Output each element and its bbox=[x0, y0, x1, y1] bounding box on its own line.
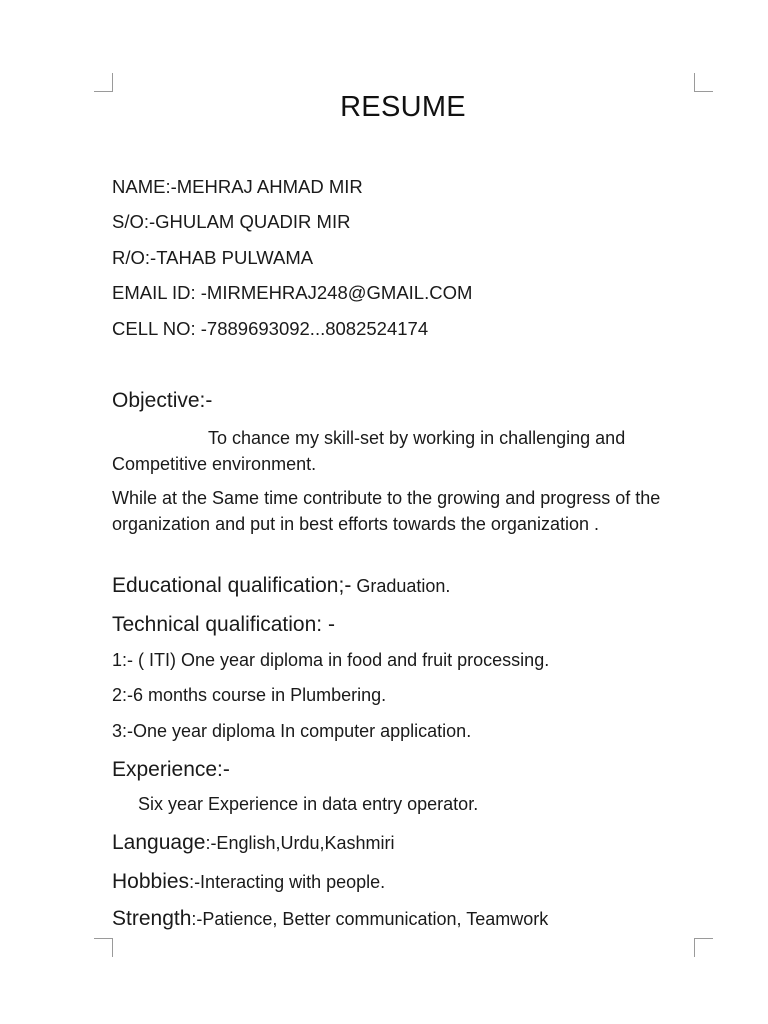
language-value: :-English,Urdu,Kashmiri bbox=[205, 833, 395, 853]
experience-heading: Experience:- bbox=[112, 758, 230, 781]
strength-heading: Strength bbox=[112, 907, 192, 930]
crop-mark-bottom-left bbox=[94, 938, 113, 957]
crop-mark-top-right bbox=[694, 73, 713, 92]
name-line: NAME:-MEHRAJ AHMAD MIR bbox=[112, 176, 363, 197]
technical-item: 1:- ( ITI) One year diploma in food and fruit processing. bbox=[112, 650, 550, 670]
hobbies-heading: Hobbies bbox=[112, 870, 190, 893]
hobbies-line bbox=[112, 870, 385, 894]
technical-item: 3:-One year diploma In computer application. bbox=[112, 721, 472, 741]
residence-line: R/O:-TAHAB PULWAMA bbox=[112, 247, 314, 268]
hobbies-value: :-Interacting with people. bbox=[189, 872, 386, 892]
objective-paragraph-1: To chance my skill-set by working in challenging and Competitive environment. bbox=[112, 428, 626, 474]
father-name-line: S/O:-GHULAM QUADIR MIR bbox=[112, 211, 351, 232]
technical-heading: Technical qualification: - bbox=[112, 613, 335, 636]
cell-line: CELL NO: -7889693092...8082524174 bbox=[112, 318, 429, 339]
objective-heading: Objective:- bbox=[112, 389, 213, 412]
technical-item: 2:-6 months course in Plumbering. bbox=[112, 685, 387, 705]
experience-value: Six year Experience in data entry operator. bbox=[138, 794, 479, 814]
objective-paragraph-2: While at the Same time contribute to the growing and progress of the organization and put in best efforts towards the organization . bbox=[112, 488, 661, 534]
education-value: Graduation. bbox=[351, 576, 451, 596]
education-line bbox=[112, 574, 450, 598]
crop-mark-bottom-right bbox=[694, 938, 713, 957]
education-heading: Educational qualification;- bbox=[112, 574, 352, 597]
document-title: RESUME bbox=[340, 91, 466, 123]
crop-mark-top-left bbox=[94, 73, 113, 92]
language-heading: Language bbox=[112, 831, 206, 854]
language-line bbox=[112, 831, 395, 855]
strength-line bbox=[112, 907, 548, 931]
strength-value: :-Patience, Better communication, Teamwork bbox=[191, 909, 549, 929]
email-line: EMAIL ID: -MIRMEHRAJ248@GMAIL.COM bbox=[112, 282, 473, 303]
